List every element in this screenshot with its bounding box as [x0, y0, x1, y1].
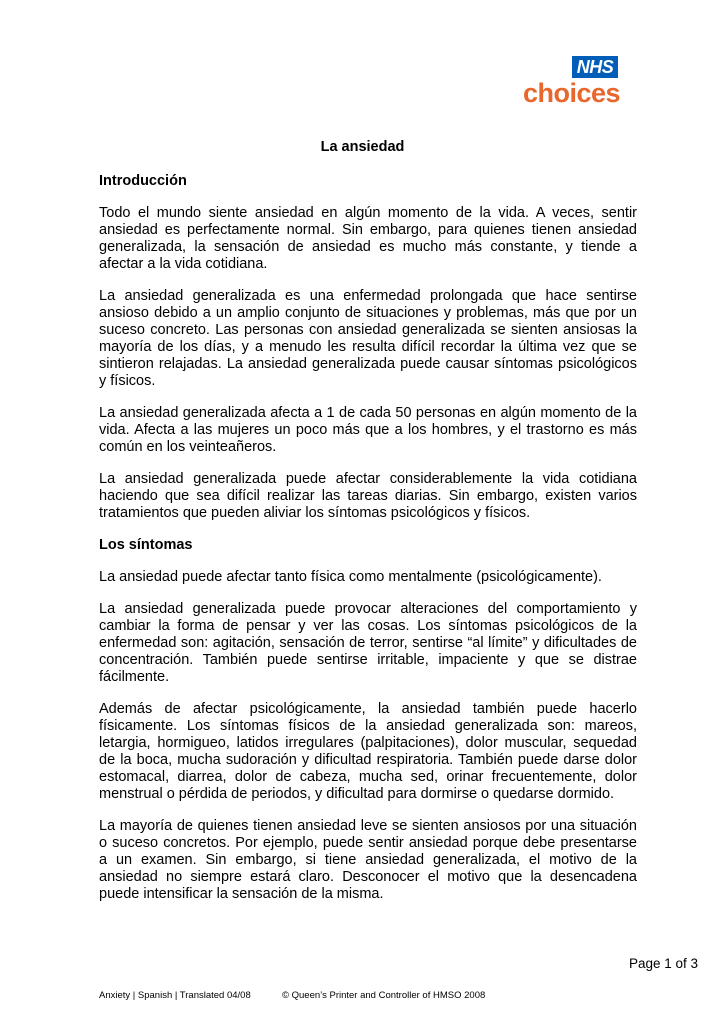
paragraph: La ansiedad generalizada puede provocar alteraciones del comportamiento y cambiar la forma de pensar y ver las cosas. Los síntomas psicológicos de la enfermedad son: agitación, sensación de terror, sentirse “al límite” y dificultades de concentración. También puede sentirse irritable, impaciente y que se distrae fácilmente. [99, 601, 637, 685]
paragraph: La ansiedad generalizada es una enfermedad prolongada que hace sentirse ansioso debido a un amplio conjunto de situaciones y problemas, más que por un suceso concreto. Las personas con ansiedad generalizada se sienten ansiosas la mayoría de los días, y a menudo les resulta difícil recordar la última vez que se sintieron relajadas. La ansiedad generalizada puede causar síntomas psicológicos y físicos. [99, 288, 637, 389]
paragraph: La ansiedad puede afectar tanto física como mentalmente (psicológicamente). [99, 569, 602, 585]
nhs-logo-box: NHS [572, 56, 618, 78]
paragraph: Además de afectar psicológicamente, la ansiedad también puede hacerlo físicamente. Los síntomas físicos de la ansiedad generalizada son: mareos, letargia, hormigueo, latidos irregulares (palpitaciones), dolor muscular, sequedad de la boca, mucha sudoración y dificultad respiratoria. También puede darse dolor estomacal, diarrea, dolor de cabeza, mucha sed, orinar frecuentemente, dolor menstrual o pérdida de periodos, y dificultad para dormirse o quedarse dormido. [99, 701, 637, 802]
footer-copyright: © Queen’s Printer and Controller of HMSO 2008 [282, 990, 486, 1001]
choices-wordmark: choices [522, 78, 620, 108]
footer-document-info: Anxiety | Spanish | Translated 04/08 [99, 990, 251, 1001]
paragraph: Todo el mundo siente ansiedad en algún momento de la vida. A veces, sentir ansiedad es perfectamente normal. Sin embargo, para quienes tienen ansiedad generalizada, la sensación de ansiedad es mucho más constante, y tiende a afectar a la vida cotidiana. [99, 205, 637, 272]
paragraph: La mayoría de quienes tienen ansiedad leve se sienten ansiosos por una situación o suceso concretos. Por ejemplo, puede sentir ansiedad porque debe presentarse a un examen. Sin embargo, si tiene ansiedad generalizada, el motivo de la ansiedad no siempre estará claro. Desconocer el motivo que la desencadena puede intensificar la sensación de la misma. [99, 818, 637, 902]
nhs-choices-logo [518, 56, 622, 110]
section-heading-intro: Introducción [99, 173, 187, 189]
page-number: Page 1 of 3 [628, 956, 698, 971]
paragraph: La ansiedad generalizada afecta a 1 de cada 50 personas en algún momento de la vida. Afecta a las mujeres un poco más que a los hombres, y el trastorno es más común en los veinteañeros. [99, 405, 637, 455]
page-title: La ansiedad [320, 139, 405, 155]
document-body [99, 173, 637, 918]
paragraph: La ansiedad generalizada puede afectar considerablemente la vida cotidiana haciendo que sea difícil realizar las tareas diarias. Sin embargo, existen varios tratamientos que pueden aliviar los síntomas psicológicos y físicos. [99, 471, 637, 521]
section-heading-symptoms: Los síntomas [99, 537, 193, 553]
